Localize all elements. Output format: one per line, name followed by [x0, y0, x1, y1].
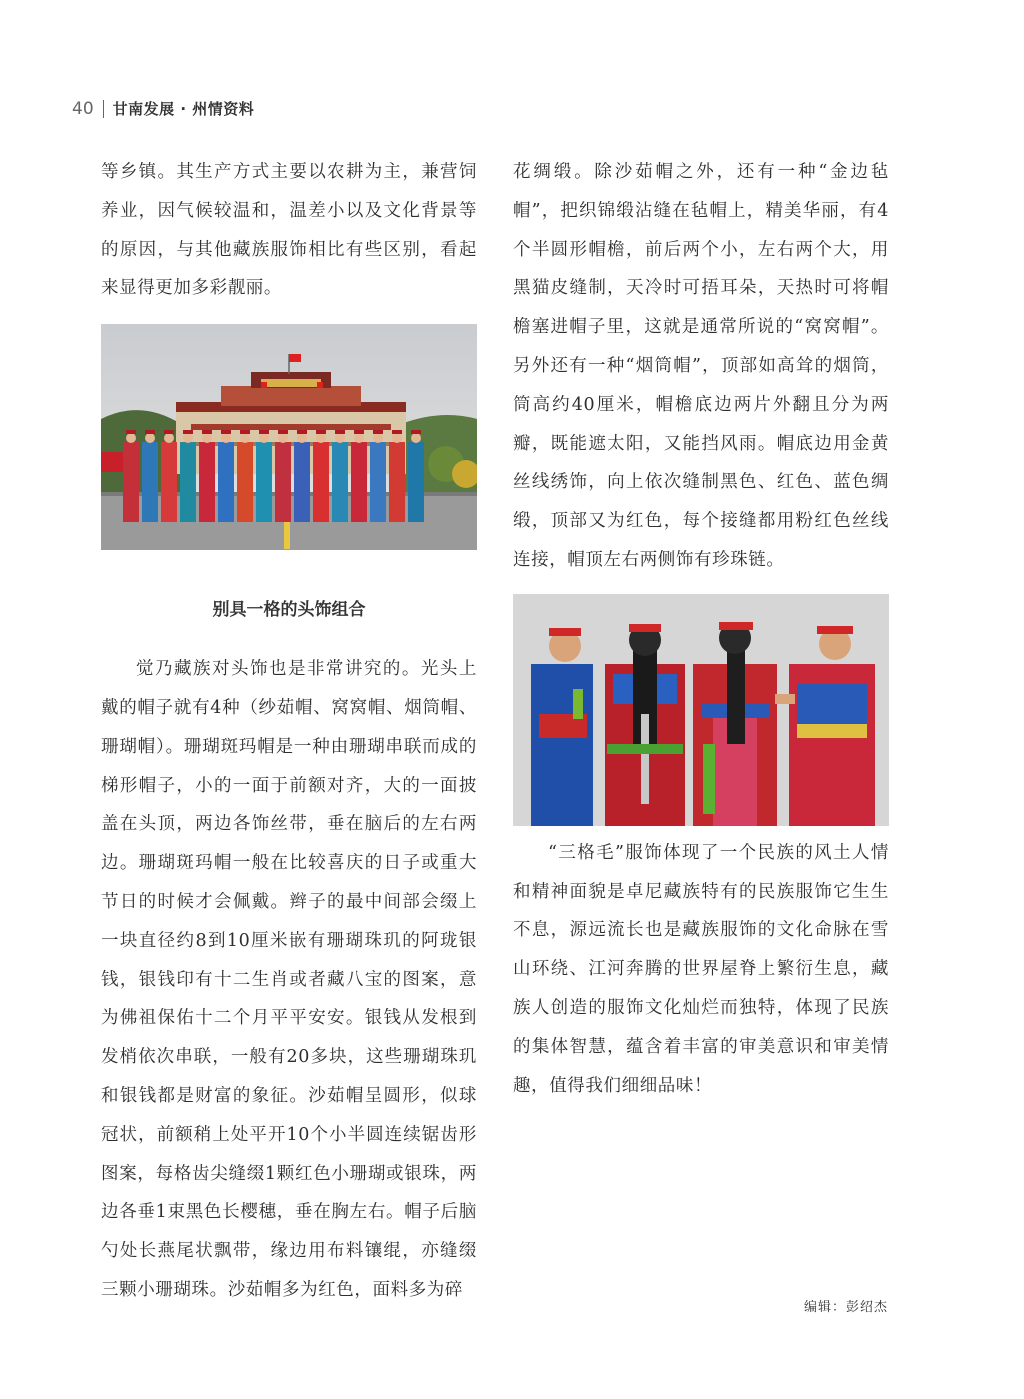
left-column [101, 153, 477, 1310]
page-number: 40 [72, 98, 94, 119]
left-paragraph-1: 等乡镇。其生产方式主要以农耕为主，兼营饲养业，因气候较温和，温差小以及文化背景等的原因，与其他藏族服饰相比有些区别，看起来显得更加多彩靓丽。 [101, 162, 477, 299]
right-column [513, 153, 889, 1105]
publication-title: 甘南发展 · 州情资料 [112, 100, 255, 118]
section-heading: 别具一格的头饰组合 [212, 600, 366, 621]
header-divider [103, 100, 104, 118]
right-paragraph-1: 花绸缎。除沙茹帽之外，还有一种“金边毡帽”，把织锦缎沾缝在毡帽上，精美华丽，有4个半圆形帽檐，前后两个小，左右两个大，用黑猫皮缝制，天冷时可捂耳朵，天热时可将帽檐塞进帽子里，这就是通常所说的“窝窝帽”。另外还有一种“烟筒帽”，顶部如高耸的烟筒，筒高约40厘米，帽檐底边两片外翻且分为两瓣，既能遮太阳，又能挡风雨。帽底边用金黄丝线绣饰，向上依次缝制黑色、红色、蓝色绸缎，顶部又为红色，每个接缝都用粉红色丝线连接，帽顶左右两侧饰有珍珠链。 [513, 162, 889, 570]
left-paragraph-2: 觉乃藏族对头饰也是非常讲究的。光头上戴的帽子就有4种（纱茹帽、窝窝帽、烟筒帽、珊瑚帽）。珊瑚斑玛帽是一种由珊瑚串联而成的梯形帽子，小的一面于前额对齐，大的一面披盖在头顶，两边各饰丝带，垂在脑后的左右两边。珊瑚斑玛帽一般在比较喜庆的日子或重大节日的时候才会佩戴。辫子的最中间部会缀上一块直径约8到10厘米嵌有珊瑚珠玑的阿珑银钱，银钱印有十二生肖或者藏八宝的图案，意为佛祖保佑十二个月平平安安。银钱从发根到发梢依次串联，一般有20多块，这些珊瑚珠玑和银钱都是财富的象征。沙茹帽呈圆形，似球冠状，前额稍上处平开10个小半圆连续锯齿形图案，每格齿尖缝缀1颗红色小珊瑚或银珠，两边各垂1束黑色长樱穗，垂在胸左右。帽子后脑勺处长燕尾状飘带，缘边用布料镶绲，亦缝缀三颗小珊瑚珠。沙茹帽多为红色，面料多为碎 [101, 659, 477, 1300]
page-header [72, 98, 254, 119]
editor-credit: 编辑：彭绍杰 [803, 1300, 888, 1315]
four-women-photo [513, 594, 889, 826]
right-paragraph-2: “三格毛”服饰体现了一个民族的风土人情和精神面貌是卓尼藏族特有的民族服饰它生生不息，源远流长也是藏族服饰的文化命脉在雪山环绕、江河奔腾的世界屋脊上繁衍生息，藏族人创造的服饰文化灿烂而独特，体现了民族的集体智慧，蕴含着丰富的审美意识和审美情趣，值得我们细细品味！ [513, 842, 889, 1096]
group-photo-outdoor [101, 324, 477, 550]
